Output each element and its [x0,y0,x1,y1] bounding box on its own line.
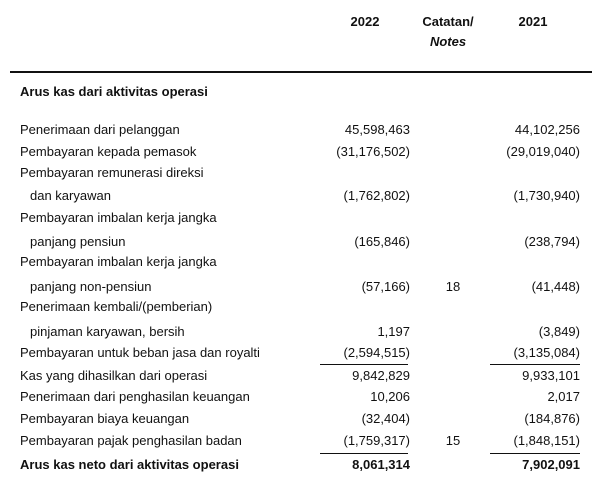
table-row [0,365,600,387]
row-label: dan karyawan [30,188,111,203]
row-value-2022: (32,404) [361,411,410,426]
table-row [0,207,600,229]
row-label: Pembayaran biaya keuangan [20,411,190,426]
row-value-2022: (165,846) [354,234,410,249]
row-value-2021: (29,019,040) [506,144,580,159]
row-label: Arus kas neto dari aktivitas operasi [20,457,239,472]
row-value-2021: (1,730,940) [513,188,580,203]
row-value-2022: 45,598,463 [344,122,410,137]
row-note: 15 [445,433,461,448]
row-value-2021: (184,876) [524,411,580,426]
row-value-2022: (2,594,515) [343,345,410,360]
row-value-2022: 8,061,314 [352,457,410,472]
row-value-2022: (31,176,502) [336,144,410,159]
row-label: Pembayaran kepada pemasok [20,144,197,159]
notes-header-id: Catatan/ [422,14,474,29]
row-label: Pembayaran imbalan kerja jangka [20,254,217,269]
row-label: Penerimaan dari pelanggan [20,122,180,137]
row-value-2021: 44,102,256 [514,122,580,137]
table-row [0,162,600,184]
row-label: panjang pensiun [30,234,126,249]
table-row [0,321,600,343]
table-row [0,185,600,207]
table-row-total [0,454,600,476]
column-header-2021: 2021 [518,14,548,29]
table-row [0,342,600,364]
row-value-2021: (3,849) [538,324,580,339]
row-value-2021: 2,017 [547,389,580,404]
row-label: pinjaman karyawan, bersih [30,324,185,339]
row-label: Pembayaran untuk beban jasa dan royalti [20,345,260,360]
table-row [0,386,600,408]
row-value-2022: (57,166) [361,279,410,294]
row-value-2022: 10,206 [370,389,410,404]
table-row [0,141,600,163]
row-value-2021: (3,135,084) [513,345,580,360]
table-row [0,408,600,430]
row-label: Pembayaran imbalan kerja jangka [20,210,217,225]
row-value-2022: (1,759,317) [343,433,410,448]
row-value-2022: 1,197 [377,324,410,339]
row-label: Pembayaran pajak penghasilan badan [20,433,242,448]
row-label: Penerimaan kembali/(pemberian) [20,299,213,314]
row-label: Penerimaan dari penghasilan keuangan [20,389,250,404]
row-value-2021: (1,848,151) [513,433,580,448]
table-row [0,119,600,141]
table-row [0,231,600,253]
row-label: Kas yang dihasilkan dari operasi [20,368,208,383]
column-header-notes [418,12,478,52]
table-row [0,276,600,298]
table-row [0,430,600,452]
row-value-2022: (1,762,802) [343,188,410,203]
row-label: panjang non-pensiun [30,279,152,294]
notes-header-en: Notes [429,34,467,49]
column-header-2022: 2022 [350,14,380,29]
table-row [0,251,600,273]
row-value-2021: (41,448) [531,279,580,294]
row-note: 18 [445,279,461,294]
row-value-2021: (238,794) [524,234,580,249]
row-value-2022: 9,842,829 [352,368,410,383]
header-divider [10,71,592,73]
row-label: Pembayaran remunerasi direksi [20,165,204,180]
section-title: Arus kas dari aktivitas operasi [20,84,208,99]
row-value-2021: 7,902,091 [522,457,580,472]
row-value-2021: 9,933,101 [522,368,580,383]
table-row [0,296,600,318]
